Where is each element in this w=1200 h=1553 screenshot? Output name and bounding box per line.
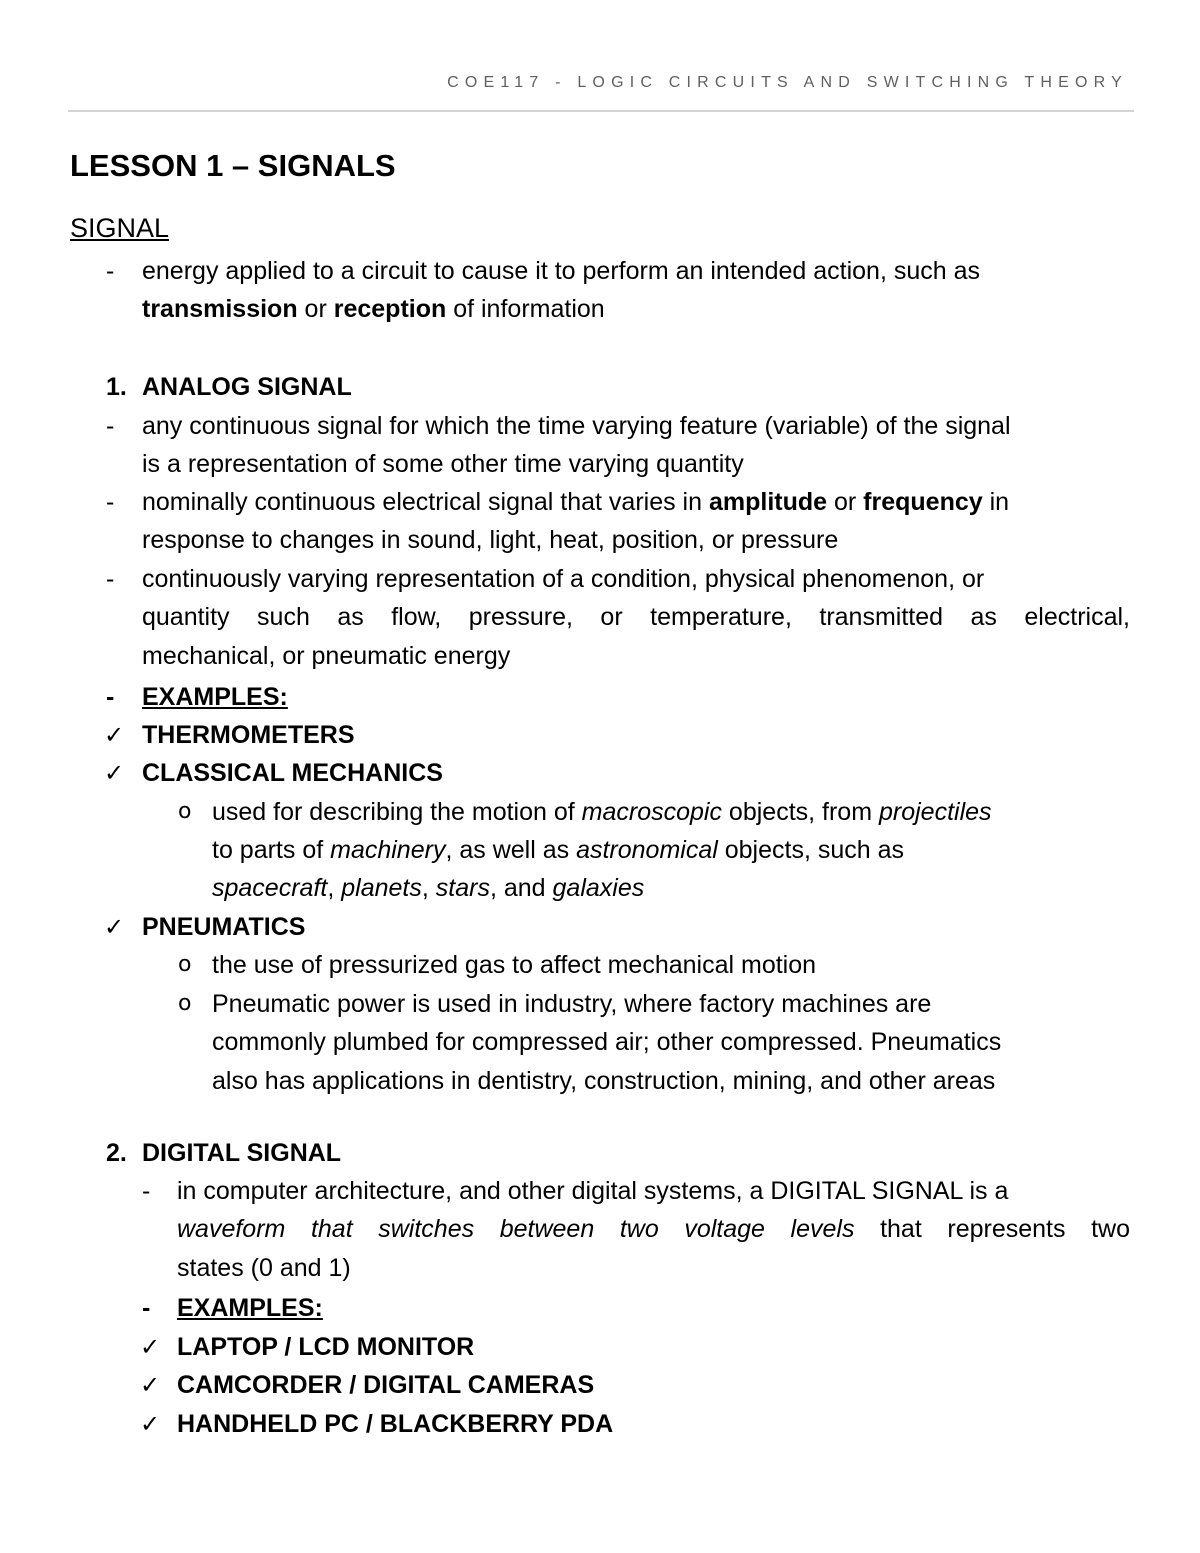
dash-marker: - bbox=[106, 683, 115, 711]
circle-bullet-icon: o bbox=[178, 991, 192, 1016]
digital-example-handheld: HANDHELD PC / BLACKBERRY PDA bbox=[177, 1410, 614, 1438]
term-reception: reception bbox=[333, 295, 447, 323]
dash-marker: - bbox=[142, 1177, 151, 1205]
cm-line-2: to parts of machinery, as well as astronomical objects, such as bbox=[212, 836, 905, 864]
circle-bullet-icon: o bbox=[178, 799, 192, 824]
analog-heading: ANALOG SIGNAL bbox=[142, 373, 352, 401]
definition-line-2: transmission or reception of information bbox=[142, 295, 605, 323]
checkmark-icon: ✓ bbox=[104, 721, 125, 749]
digital-example-camcorder: CAMCORDER / DIGITAL CAMERAS bbox=[177, 1371, 595, 1399]
dash-marker: - bbox=[142, 1294, 151, 1322]
digital-examples-label: EXAMPLES: bbox=[177, 1294, 323, 1322]
dash-marker: - bbox=[106, 257, 115, 285]
term-transmission: transmission bbox=[142, 295, 298, 323]
analog-example-classical-mechanics: CLASSICAL MECHANICS bbox=[142, 759, 443, 787]
pneumatics-sub-1: the use of pressurized gas to affect mechanical motion bbox=[212, 951, 817, 979]
analog-examples-label: EXAMPLES: bbox=[142, 683, 288, 711]
dash-marker: - bbox=[106, 412, 115, 440]
digital-line-3: states (0 and 1) bbox=[177, 1254, 351, 1282]
term-amplitude: amplitude bbox=[708, 488, 828, 516]
analog-number: 1. bbox=[106, 373, 127, 401]
section-title: SIGNAL bbox=[70, 213, 170, 243]
checkmark-icon: ✓ bbox=[140, 1410, 161, 1438]
analog-example-thermometers: THERMOMETERS bbox=[142, 721, 355, 749]
header-divider bbox=[68, 110, 1134, 112]
checkmark-icon: ✓ bbox=[140, 1333, 161, 1361]
checkmark-icon: ✓ bbox=[140, 1371, 161, 1399]
analog-bullet-3-line-1: continuously varying representation of a condition, physical phenomenon, or bbox=[142, 565, 985, 593]
dash-marker: - bbox=[106, 565, 115, 593]
cm-line-1: used for describing the motion of macroscopic objects, from projectiles bbox=[212, 798, 992, 826]
analog-example-pneumatics: PNEUMATICS bbox=[142, 913, 306, 941]
checkmark-icon: ✓ bbox=[104, 759, 125, 787]
definition-line-1: energy applied to a circuit to cause it to perform an intended action, such as bbox=[142, 257, 980, 285]
lesson-title: LESSON 1 – SIGNALS bbox=[70, 148, 396, 183]
dash-marker: - bbox=[106, 488, 115, 516]
analog-bullet-2-line-2: response to changes in sound, light, heat, position, or pressure bbox=[142, 526, 839, 554]
running-header: COE117 - LOGIC CIRCUITS AND SWITCHING THEORY bbox=[447, 74, 1128, 91]
digital-example-laptop: LAPTOP / LCD MONITOR bbox=[177, 1333, 475, 1361]
analog-bullet-1-line-1: any continuous signal for which the time varying feature (variable) of the signal bbox=[142, 412, 1011, 440]
analog-bullet-3-line-2: quantity such as flow, pressure, or temperature, transmitted as electrical, bbox=[142, 603, 1130, 631]
digital-line-1: in computer architecture, and other digital systems, a DIGITAL SIGNAL is a bbox=[177, 1177, 1009, 1205]
analog-bullet-2-line-1: nominally continuous electrical signal that varies in amplitude or frequency in bbox=[142, 488, 1010, 516]
checkmark-icon: ✓ bbox=[104, 913, 125, 941]
pneumatics-sub-2-line-3: also has applications in dentistry, construction, mining, and other areas bbox=[212, 1067, 996, 1095]
digital-line-2: waveform that switches between two voltage levels that represents two bbox=[177, 1215, 1130, 1243]
analog-bullet-3-line-3: mechanical, or pneumatic energy bbox=[142, 642, 511, 670]
analog-bullet-1-line-2: is a representation of some other time varying quantity bbox=[142, 450, 744, 478]
digital-heading: DIGITAL SIGNAL bbox=[142, 1139, 342, 1167]
circle-bullet-icon: o bbox=[178, 952, 192, 977]
cm-line-3: spacecraft, planets, stars, and galaxies bbox=[212, 874, 645, 902]
digital-number: 2. bbox=[106, 1139, 127, 1167]
term-frequency: frequency bbox=[863, 488, 983, 516]
pneumatics-sub-2-line-1: Pneumatic power is used in industry, where factory machines are bbox=[212, 990, 932, 1018]
pneumatics-sub-2-line-2: commonly plumbed for compressed air; other compressed. Pneumatics bbox=[212, 1028, 1002, 1056]
